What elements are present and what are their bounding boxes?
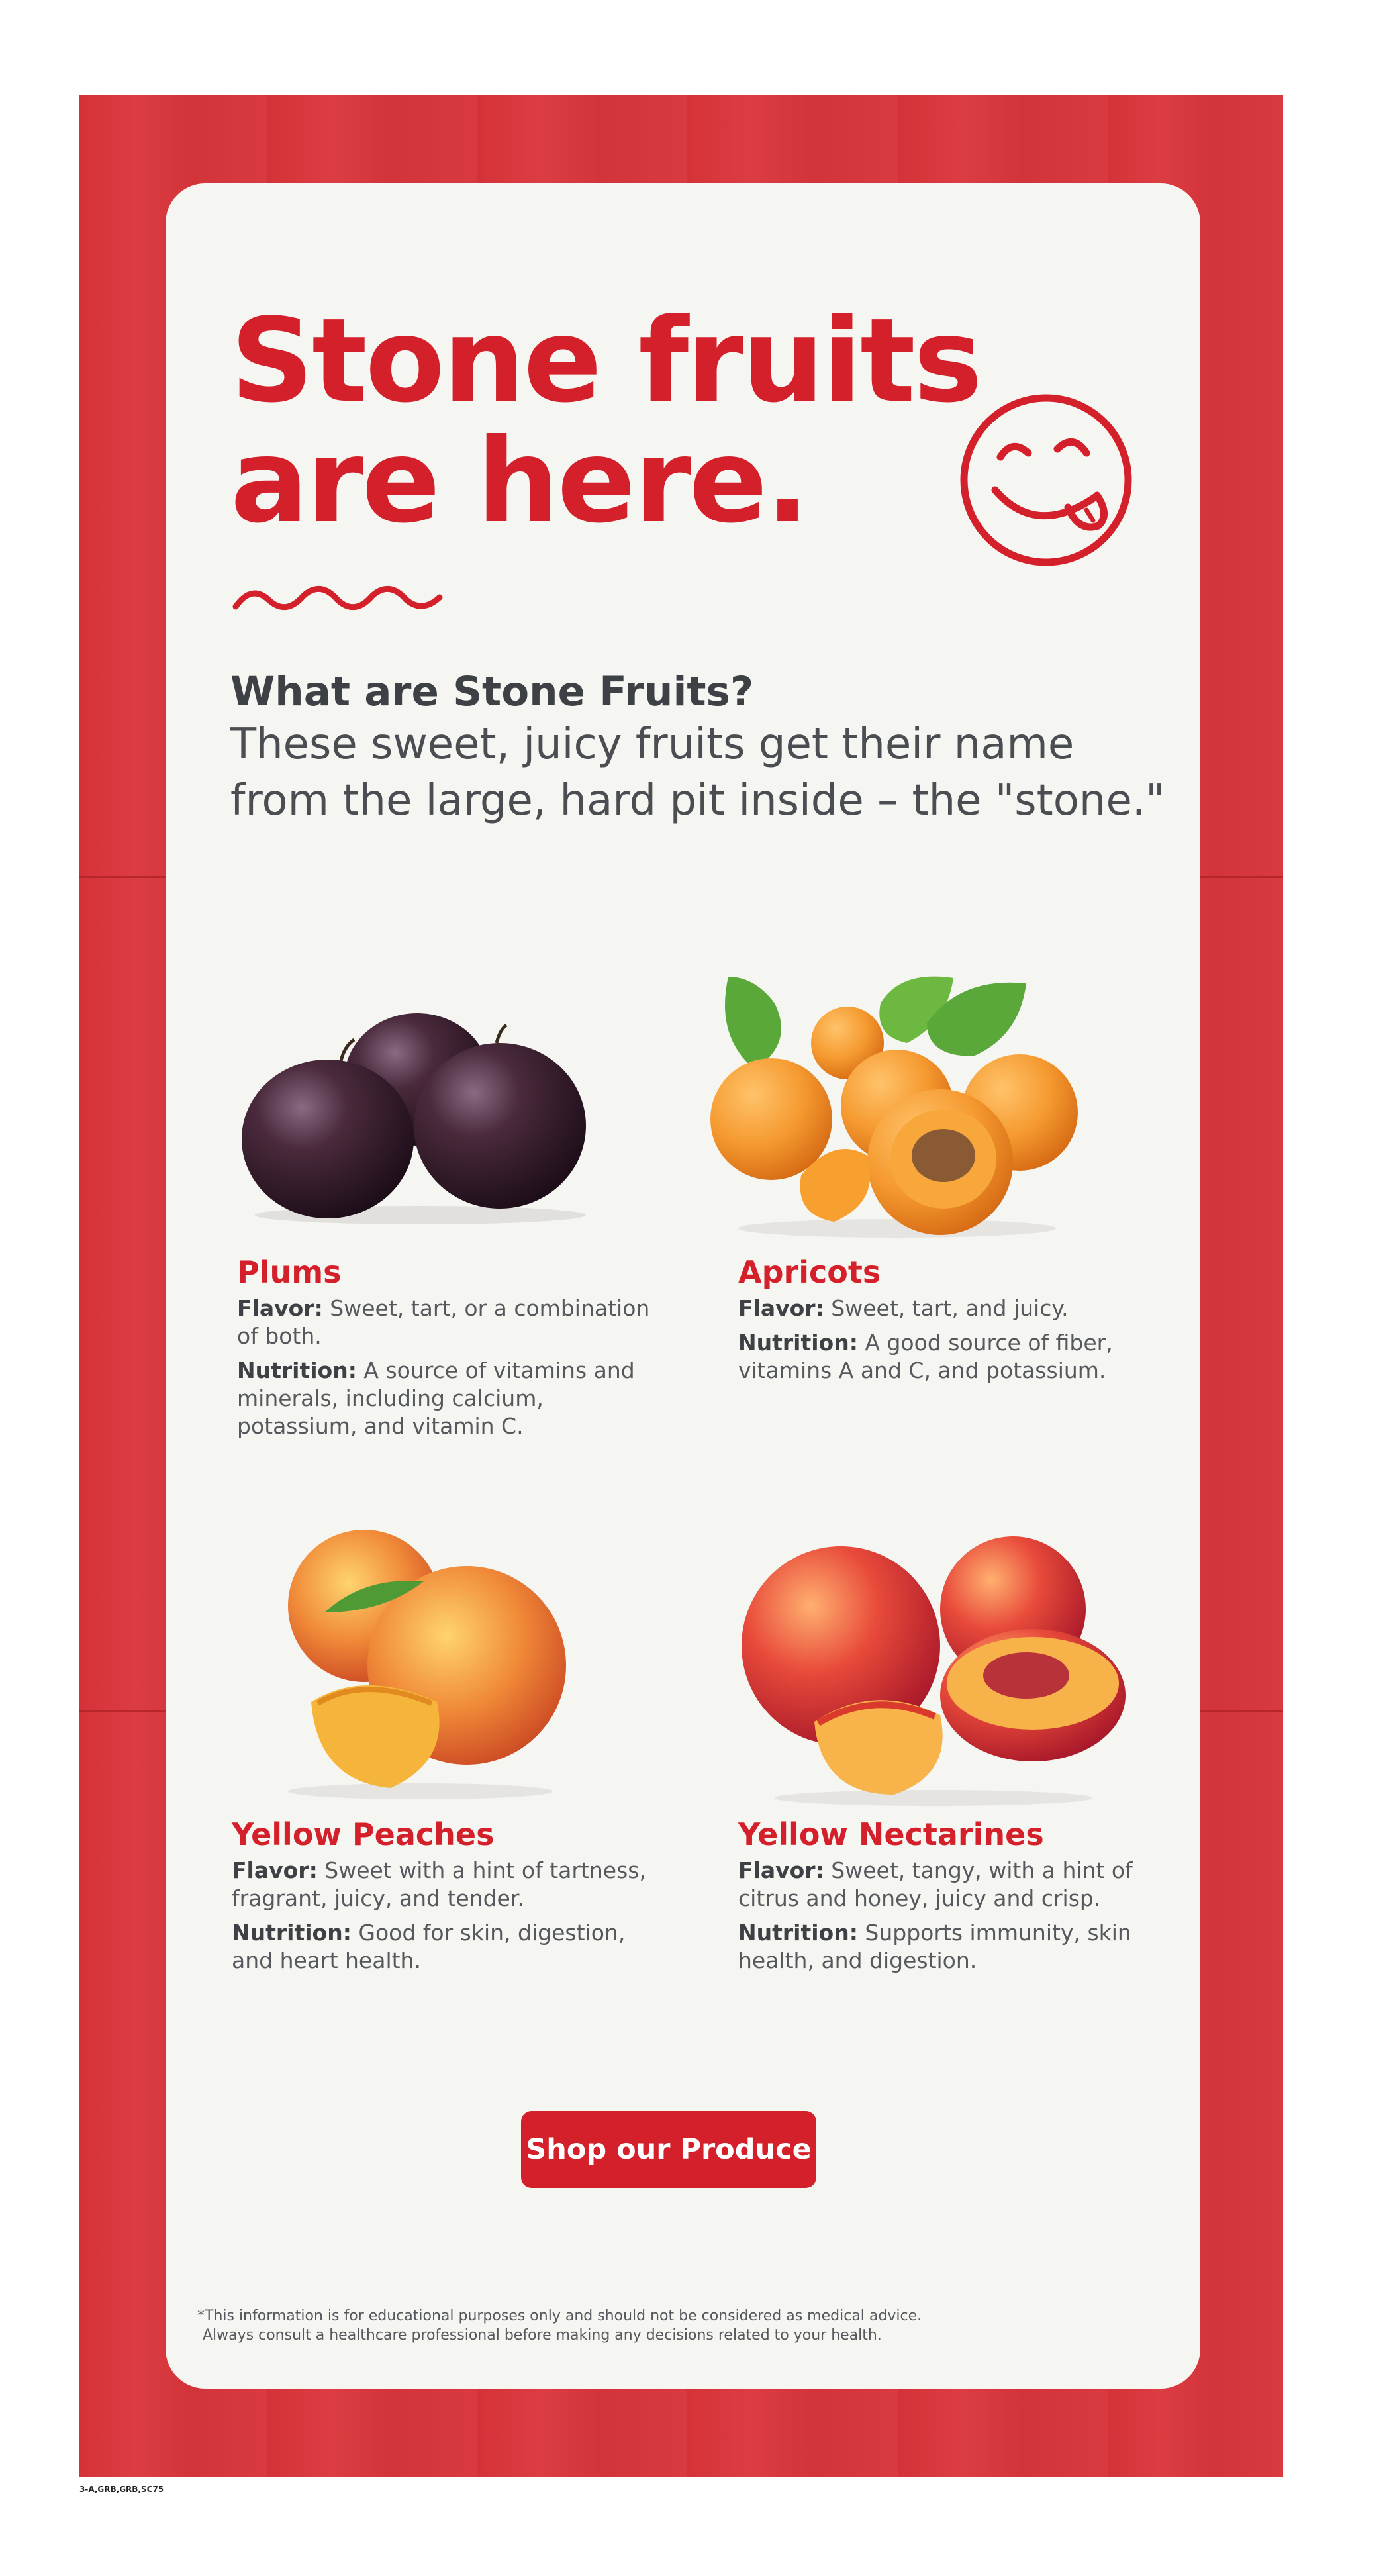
page-title <box>230 294 981 549</box>
fruit-name-nectarines: Yellow Nectarines <box>738 1816 1044 1852</box>
flavor-label: Flavor: <box>237 1295 323 1321</box>
nutrition-text: A good source of fiber, vitamins A and C, and potassium. <box>738 1330 1113 1383</box>
flavor-label: Flavor: <box>232 1858 318 1883</box>
fruit-name-plums: Plums <box>237 1254 342 1290</box>
apricots-image <box>708 964 1086 1242</box>
nutrition-label: Nutrition: <box>738 1920 858 1946</box>
intro-question: What are Stone Fruits? <box>230 668 754 715</box>
fruit-info-peaches <box>232 1857 655 1981</box>
wavy-line-decoration <box>232 583 444 616</box>
fruit-name-apricots: Apricots <box>738 1254 881 1290</box>
nutrition-text: Good for skin, digestion, and heart health. <box>232 1920 626 1973</box>
plums-image <box>235 1007 606 1225</box>
nutrition-text: A source of vitamins and minerals, including calcium, potassium, and vitamin C. <box>237 1358 635 1439</box>
flavor-text: Sweet, tart, or a combination of both. <box>237 1295 650 1349</box>
nutrition-label: Nutrition: <box>232 1920 352 1946</box>
fruit-info-apricots <box>738 1295 1135 1391</box>
fruit-name-peaches: Yellow Peaches <box>232 1816 495 1852</box>
disclaimer-line-1: *This information is for educational purposes only and should not be considered as medical advice. <box>197 2308 922 2324</box>
title-line-1: Stone fruits <box>230 294 981 428</box>
flavor-label: Flavor: <box>738 1858 824 1883</box>
flavor-text: Sweet, tart, and juicy. <box>831 1295 1069 1321</box>
intro-answer: These sweet, juicy fruits get their name from the large, hard pit inside – the "stone." <box>230 720 1165 825</box>
title-line-2: are here. <box>230 415 808 549</box>
fruit-info-plums <box>237 1295 654 1447</box>
nutrition-text: Supports immunity, skin health, and digestion. <box>738 1920 1131 1973</box>
flavor-text: Sweet, tangy, with a hint of citrus and honey, juicy and crisp. <box>738 1858 1133 1911</box>
fruit-info-nectarines <box>738 1857 1135 1981</box>
nutrition-label: Nutrition: <box>237 1358 357 1383</box>
flavor-text: Sweet with a hint of tartness, fragrant, juicy, and tender. <box>232 1858 646 1911</box>
peaches-image <box>265 1530 576 1801</box>
shop-produce-button[interactable]: Shop our Produce <box>521 2111 816 2188</box>
flavor-label: Flavor: <box>738 1295 824 1321</box>
disclaimer-line-2: Always consult a healthcare professional before making any decisions related to your health. <box>203 2327 882 2344</box>
nectarines-image <box>742 1536 1126 1808</box>
smiley-tongue-icon <box>957 391 1135 570</box>
medical-disclaimer <box>197 2306 1124 2345</box>
print-code: 3-A,GRB,GRB,SC75 <box>79 2485 164 2494</box>
nutrition-label: Nutrition: <box>738 1330 858 1356</box>
